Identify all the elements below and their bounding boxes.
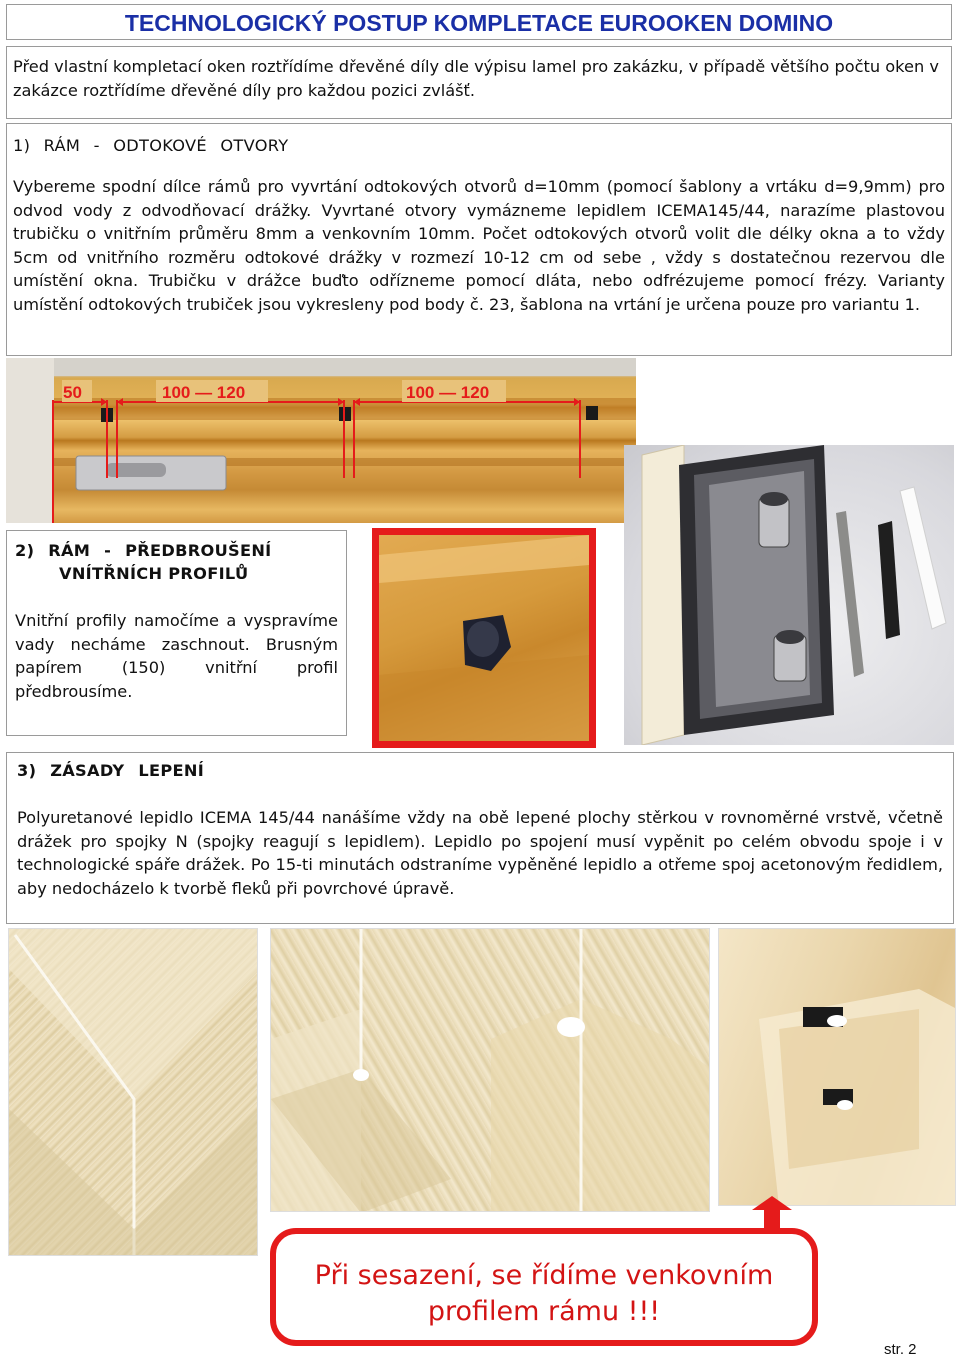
section-2-text: Vnitřní profily namočíme a vyspravíme vady necháme zaschnout. Brusným papírem (150) vnitřní profil předbrousíme. [15,611,338,701]
dimension-label-3: 100 — 120 [406,383,490,402]
dimension-label-1: 50 [63,383,82,402]
section-3 [6,752,954,924]
section-2-heading-line-2: VNÍTŘNÍCH PROFILŮ [59,564,249,583]
drain-holes-illustration [6,358,636,523]
section-2-heading-line-1: 2) RÁM - PŘEDBROUŠENÍ [15,541,272,560]
drain-hole-marker [586,406,598,420]
page-number: str. 2 [884,1341,917,1358]
warning-callout-line-2: profilem rámu !!! [427,1296,661,1327]
page-title: TECHNOLOGICKÝ POSTUP KOMPLETACE EUROOKEN DOMINO [124,10,834,36]
dimension-label-2: 100 — 120 [162,383,246,402]
warning-callout-line-1: Při sesazení, se řídíme venkovním [314,1260,774,1291]
glued-corner-illustration [9,929,258,1256]
photo-drilling-template-tools [624,445,954,745]
section-1 [6,123,952,356]
page-title-box [6,4,952,40]
section-1-text: Vybereme spodní dílce rámů pro vyvrtání odtokových otvorů d=10mm (pomocí šablony a vrtáku d=9,9mm) pro odvod vody z odvodňovací drážky. Vyvrtané otvory vymázneme lepidlem ICEMA145/44, narazíme plastovou trubičku o vnitřním průměru 8mm a venkovním 10mm. Počet odtokových otvorů volit dle délky okna a to vždy 5cm od vnitřního rozměru odtokové drážky v rozmezí 10-12 cm od sebe , vždy s dostatečnou rezervou dle umístění okna. Trubičku v drážce buďto odřízneme pomocí dláta, nebo odfrézujeme pomocí frézy. Varianty umístění odtokových trubiček jsou vykresleny pod body č. 23, šablona na vrtání je určena pouze pro variantu 1. [13,177,945,314]
photo-frame-drain-holes [6,358,636,523]
glued-corner-joint-illustration [271,929,710,1212]
section-3-text: Polyuretanové lepidlo ICEMA 145/44 nanášíme vždy na obě lepené plochy stěrkou v rovnoměrné vrstvě, včetně drážek pro spojky N (spojky reagují s lepidlem). Lepidlo po spojení musí vypěnit po celém obvodu spoje i v technologické spáře drážek. Po 15-ti minutách odstraníme vypěněné lepidlo a otřeme spoj acetonovým ředidlem, aby nedocházelo k tvorbě fleků při povrchové úpravě. [17,808,943,898]
photo-foamed-joint [718,928,956,1206]
section-3-heading: 3) ZÁSADY LEPENÍ [17,761,205,780]
photo-glued-corner-2 [270,928,710,1212]
drain-hole-closeup-illustration [379,535,589,741]
photo-glued-corner-1 [8,928,258,1256]
intro-text: Před vlastní kompletací oken roztřídíme dřevěné díly dle výpisu lamel pro zakázku, v případě většího počtu oken v zakázce roztřídíme dřevěné díly pro každou pozici zvlášť. [13,57,939,100]
section-2 [6,530,347,736]
foamed-joint-illustration [719,929,956,1206]
warning-callout [270,1228,818,1346]
drilling-template-illustration [624,445,954,745]
section-1-heading: 1) RÁM - ODTOKOVÉ OTVORY [13,136,289,155]
intro-box [6,46,952,119]
photo-drain-hole-closeup [372,528,596,748]
